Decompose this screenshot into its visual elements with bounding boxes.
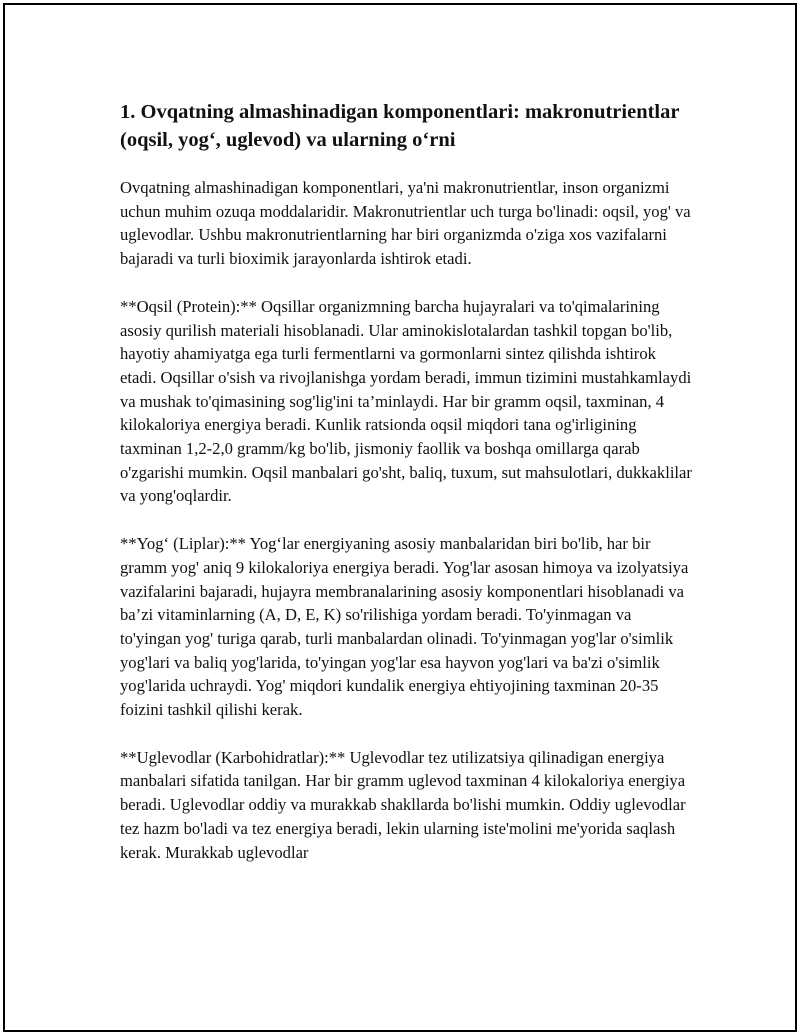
section-title: 1. Ovqatning almashinadigan komponentlari: makronutrientlar (oqsil, yog‘, uglevod) va ularning o‘rni — [120, 101, 680, 151]
protein-paragraph: **Oqsil (Protein):** Oqsillar organizmning barcha hujayralari va to'qimalarining asosiy qurilish materiali hisoblanadi. Ular aminokislotalardan tashkil topgan bo'lib, hayotiy ahamiyatga ega turli fermentlarni va gormonlarni sintez qilishda ishtirok etadi. Oqsillar o'sish va rivojlanishga yordam beradi, immun tizimini mustahkamlaydi va mushak to'qimasining sog'lig'ini ta’minlaydi. Har bir gramm oqsil, taxminan, 4 kilokaloriya energiya beradi. Kunlik ratsionda oqsil miqdori tana og'irligining taxminan 1,2-2,0 gramm/kg bo'lib, jismoniy faollik va boshqa omillarga qarab o'zgarishi mumkin. Oqsil manbalari go'sht, baliq, tuxum, sut mahsulotlari, dukkaklilar va yong'oqlardir. — [120, 296, 692, 506]
intro-paragraph: Ovqatning almashinadigan komponentlari, ya'ni makronutrientlar, inson organizmi uchun muhim ozuqa moddalaridir. Makronutrientlar uch turga bo'linadi: oqsil, yog' va uglevodlar. Ushbu makronutrientlarning har biri organizmda o'ziga xos vazifalarni bajaradi va turli bioximik jarayonlarda ishtirok etadi. — [120, 178, 691, 269]
fat-paragraph: **Yog‘ (Liplar):** Yog‘lar energiyaning asosiy manbalaridan biri bo'lib, har bir gramm yog' aniq 9 kilokaloriya energiya beradi. Yog'lar asosan himoya va izolyatsiya vazifalarini bajaradi, hujayra membranalarining asosiy komponentlari hisoblanadi va ba’zi vitaminlarning (A, D, E, K) so'rilishiga yordam beradi. To'yinmagan va to'yingan yog' turiga qarab, turli manbalardan olinadi. To'yinmagan yog'lar o'simlik yog'lari va baliq yog'larida, to'yingan yog'lar esa hayvon yog'lari va ba'zi o'simlik yog'larida uchraydi. Yog' miqdori kundalik energiya ehtiyojining taxminan 20-35 foizini tashkil qilishi kerak. — [120, 534, 689, 720]
document-body — [120, 98, 695, 888]
page-frame — [3, 3, 797, 1032]
carbohydrate-paragraph: **Uglevodlar (Karbohidratlar):** Uglevodlar tez utilizatsiya qilinadigan energiya manbalari sifatida tanilgan. Har bir gramm uglevod taxminan 4 kilokaloriya energiya beradi. Uglevodlar oddiy va murakkab shakllarda bo'lishi mumkin. Oddiy uglevodlar tez hazm bo'ladi va tez energiya beradi, lekin ularning iste'molini me'yorida saqlash kerak. Murakkab uglevodlar — [120, 747, 686, 862]
